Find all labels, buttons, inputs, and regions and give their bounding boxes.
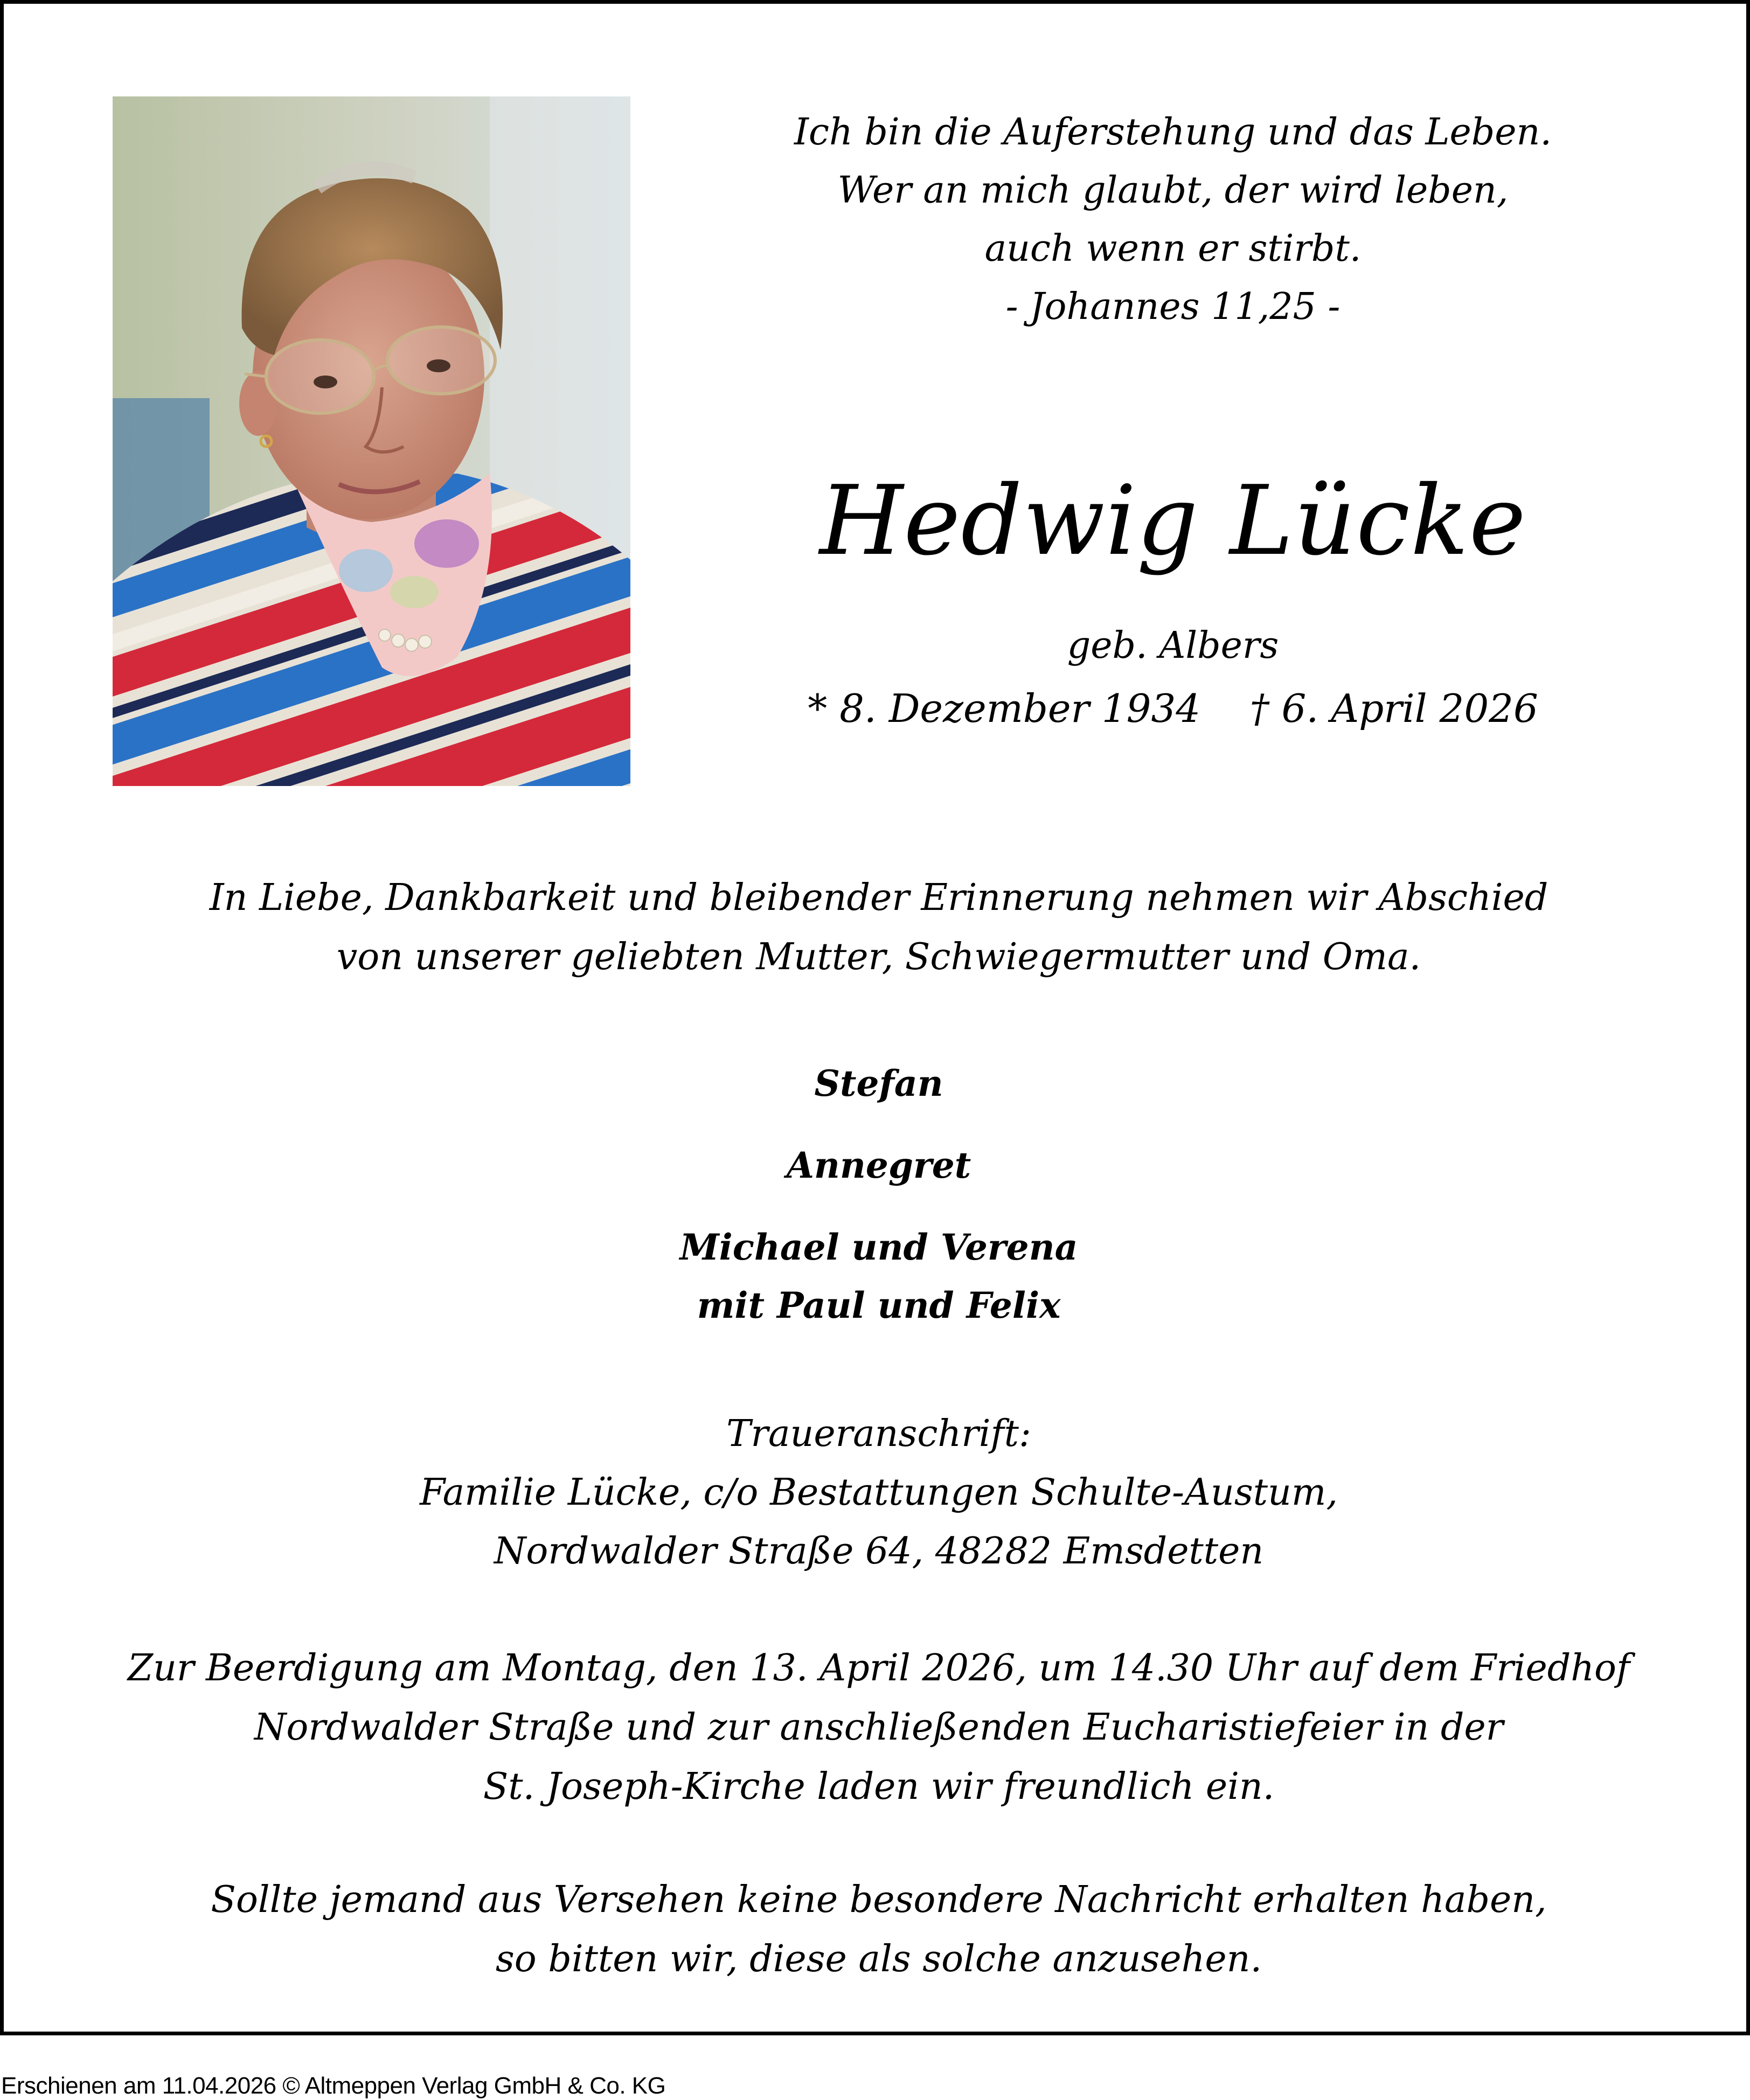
family-member: Michael und Verena [679, 1226, 1078, 1268]
life-dates: * 8. Dezember 1934 † 6. April 2026 [808, 686, 1538, 731]
bible-quote [726, 103, 1620, 336]
address-line: Familie Lücke, c/o Bestattungen Schulte-Austum, [420, 1471, 1338, 1514]
quote-reference: - Johannes 11,25 - [1005, 286, 1341, 328]
deceased-name: Hedwig Lücke [819, 465, 1527, 576]
funeral-info [8, 1639, 1750, 1817]
notice-line: so bitten wir, diese als solche anzusehen. [495, 1938, 1262, 1980]
publication-credit: Erschienen am 11.04.2026 © Altmeppen Verlag GmbH & Co. KG [1, 2073, 666, 2099]
family-member: mit Paul und Felix [697, 1284, 1061, 1326]
funeral-line: Zur Beerdigung am Montag, den 13. April 2026, um 14.30 Uhr auf dem Friedhof [127, 1647, 1630, 1689]
quote-line: Wer an mich glaubt, der wird leben, [837, 169, 1509, 212]
portrait-photo [113, 96, 630, 786]
funeral-line: Nordwalder Straße und zur anschließenden Eucharistiefeier in der [254, 1706, 1504, 1749]
notice-line: Sollte jemand aus Versehen keine besondere Nachricht erhalten haben, [211, 1879, 1547, 1921]
deceased-block [726, 467, 1620, 735]
maiden-name: geb. Albers [1067, 624, 1279, 667]
family-names [8, 1054, 1750, 1334]
family-member: Annegret [786, 1144, 971, 1186]
quote-line: auch wenn er stirbt. [984, 227, 1362, 270]
funeral-line: St. Joseph-Kirche laden wir freundlich ein. [483, 1765, 1275, 1808]
farewell-line: In Liebe, Dankbarkeit und bleibender Erinnerung nehmen wir Abschied [209, 877, 1548, 919]
address-label: Traueranschrift: [726, 1413, 1031, 1455]
portrait-illustration [113, 96, 630, 786]
family-member: Stefan [814, 1062, 943, 1104]
mourning-address [8, 1404, 1750, 1581]
quote-line: Ich bin die Auferstehung und das Leben. [794, 111, 1552, 154]
address-line: Nordwalder Straße 64, 48282 Emsdetten [494, 1530, 1264, 1573]
farewell-line: von unserer geliebten Mutter, Schwiegermutter und Oma. [336, 936, 1421, 978]
notice-text [8, 1870, 1750, 1989]
farewell-text [8, 868, 1750, 987]
